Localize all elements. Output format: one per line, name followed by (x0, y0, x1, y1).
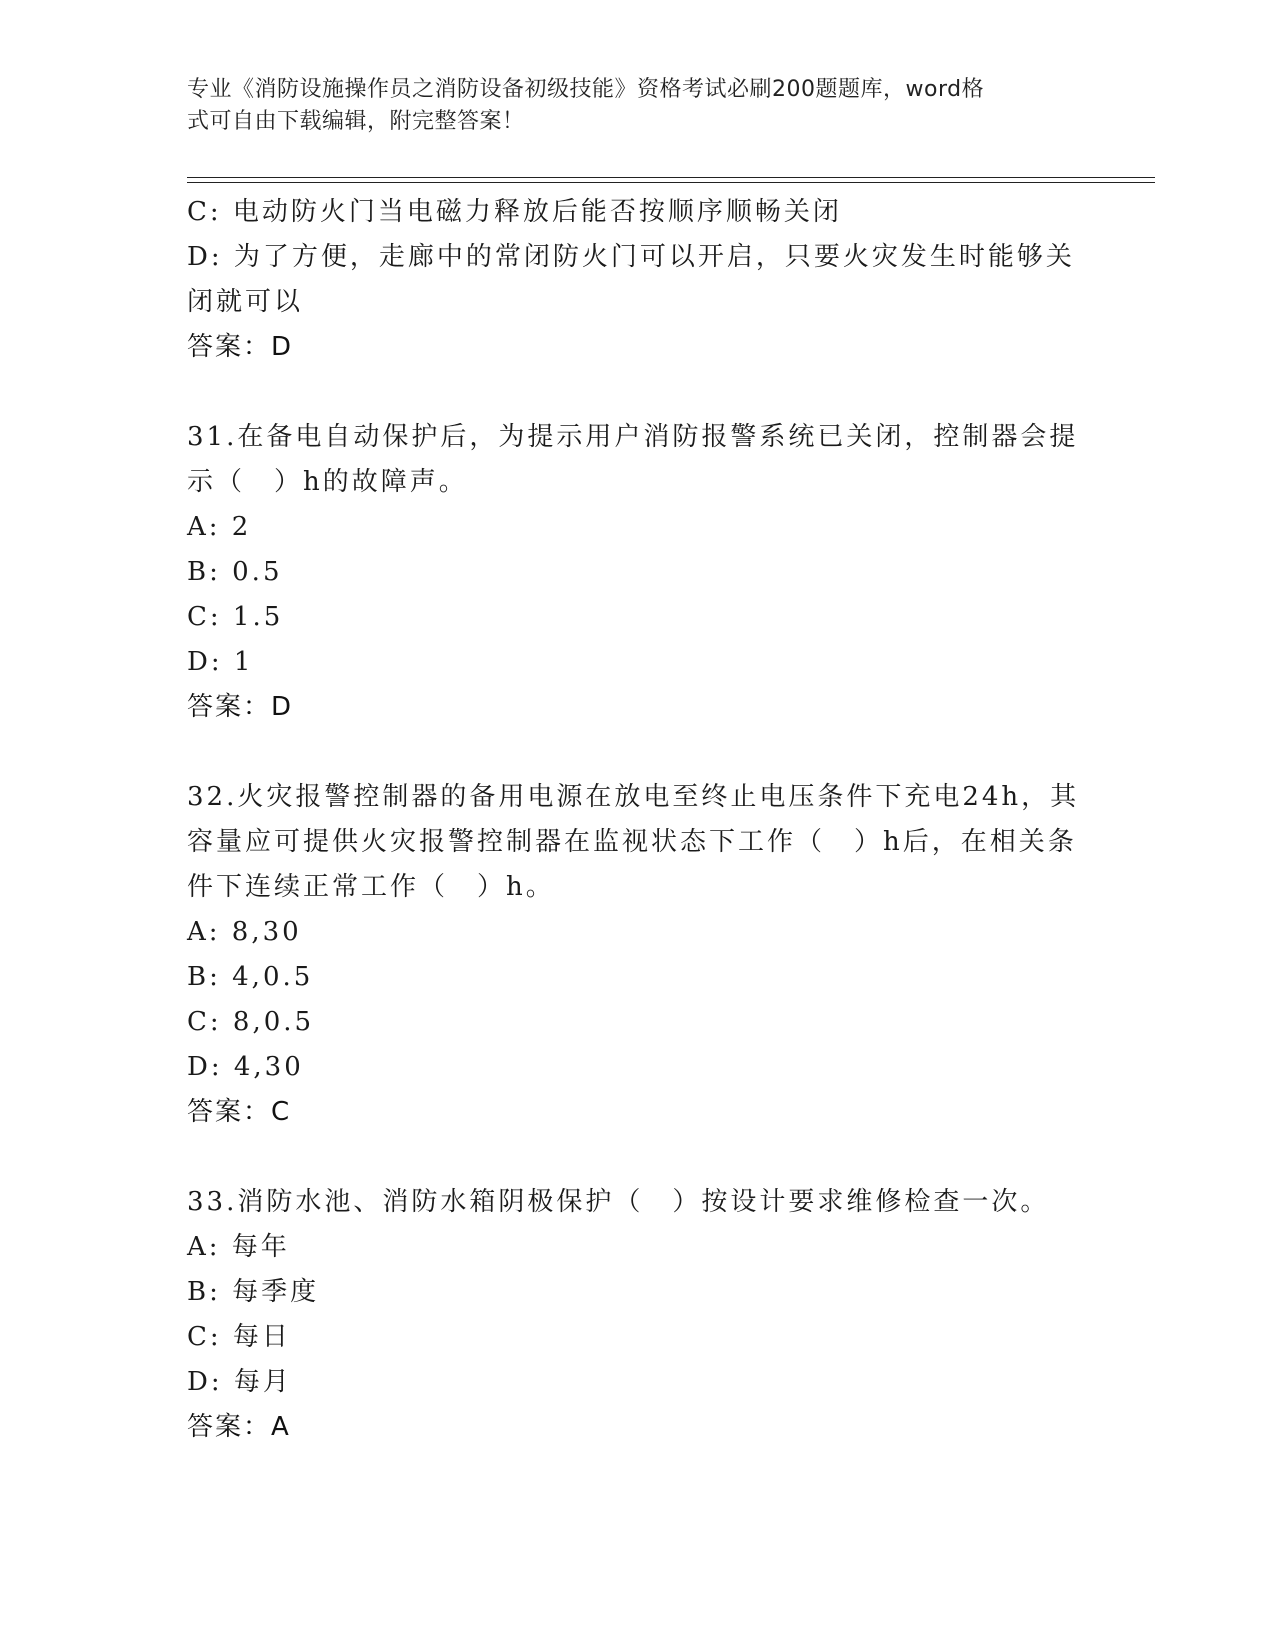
question-32 (187, 775, 1087, 1135)
question-stem: 容量应可提供火灾报警控制器在监视状态下工作（ ）h后，在相关条 (187, 827, 1077, 857)
option-d-continued: 闭就可以 (187, 287, 304, 317)
spacer (187, 730, 1087, 775)
question-stem: 31.在备电自动保护后，为提示用户消防报警系统已关闭，控制器会提 (187, 422, 1079, 452)
spacer (187, 1135, 1087, 1180)
answer-label: 答案：D (187, 332, 294, 362)
option-b: B: 4,0.5 (187, 962, 314, 992)
question-33 (187, 1180, 1087, 1450)
question-31 (187, 415, 1087, 730)
option-d: D: 1 (187, 647, 254, 677)
question-stem: 件下连续正常工作（ ）h。 (187, 872, 555, 902)
spacer (187, 370, 1087, 415)
question-stem: 33.消防水池、消防水箱阴极保护（ ）按设计要求维修检查一次。 (187, 1187, 1050, 1217)
option-a: A: 8,30 (187, 917, 302, 947)
option-c: C: 电动防火门当电磁力释放后能否按顺序顺畅关闭 (187, 197, 842, 227)
option-c: C: 1.5 (187, 602, 284, 632)
header-divider-bottom (187, 182, 1155, 183)
option-d: D: 每月 (187, 1367, 292, 1397)
question-stem: 示（ ）h的故障声。 (187, 467, 468, 497)
answer-label: 答案：A (187, 1412, 291, 1442)
option-a: A: 2 (187, 512, 252, 542)
header-line-1: 专业《消防设施操作员之消防设备初级技能》资格考试必刷200题题库，word格 (187, 77, 985, 102)
question-stem: 32.火灾报警控制器的备用电源在放电至终止电压条件下充电24h，其 (187, 782, 1080, 812)
option-c: C: 每日 (187, 1322, 291, 1352)
question-30-continued (187, 190, 1087, 370)
option-c: C: 8,0.5 (187, 1007, 315, 1037)
document-body (187, 190, 1087, 1450)
header-divider-top (187, 177, 1155, 178)
answer-label: 答案：D (187, 692, 294, 722)
option-b: B: 0.5 (187, 557, 283, 587)
option-d: D: 为了方便，走廊中的常闭防火门可以开启，只要火灾发生时能够关 (187, 242, 1075, 272)
answer-label: 答案：C (187, 1097, 292, 1127)
header-line-2: 式可自由下载编辑，附完整答案！ (187, 109, 525, 134)
option-b: B: 每季度 (187, 1277, 320, 1307)
option-a: A: 每年 (187, 1232, 290, 1262)
document-header (187, 74, 1067, 138)
option-d: D: 4,30 (187, 1052, 304, 1082)
